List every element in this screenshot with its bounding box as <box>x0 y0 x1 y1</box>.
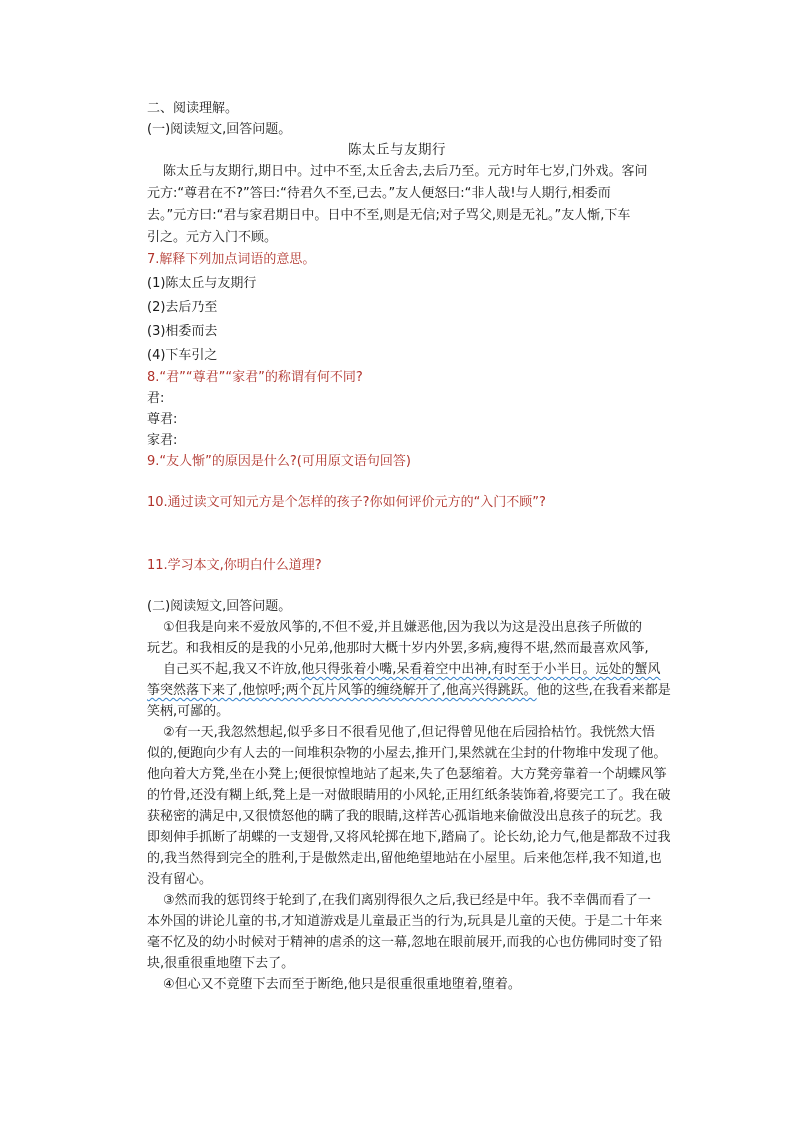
part2-heading: (二)阅读短文,回答问题。 <box>147 599 292 614</box>
question-8: 8.“君”“尊君”“家君”的称谓有何不同? <box>147 370 363 385</box>
question-11: 11.学习本文,你明白什么道理? <box>147 558 322 573</box>
q7-item: (4)下车引之 <box>147 348 218 363</box>
passage2-line: ④但心又不竟堕下去而至于断绝,他只是很重很重地堕着,堕着。 <box>163 977 521 992</box>
underlined-sentence: 他只得张着小嘴,呆看着空中出神,有时至于小半日。 <box>301 662 596 677</box>
q8-answer-label: 家君: <box>147 433 178 448</box>
passage2-line: 笑柄,可鄙的。 <box>147 704 230 719</box>
q7-item: (1)陈太丘与友期行 <box>147 276 257 291</box>
passage2-line: 玩艺。和我相反的是我的小兄弟,他那时大概十岁内外罢,多病,瘦得不堪,然而最喜欢风筝, <box>147 641 649 656</box>
question-10: 10.通过读文可知元方是个怎样的孩子?你如何评价元方的“入门不顾”? <box>147 495 546 510</box>
passage2-line: ①但我是向来不爱放风筝的,不但不爱,并且嫌恶他,因为我以为这是没出息孩子所做的 <box>163 620 643 635</box>
passage2-line: 的,我当然得到完全的胜利,于是傲然走出,留他绝望地站在小屋里。后来他怎样,我不知道,也 <box>147 851 662 866</box>
passage2-line: 获秘密的满足中,又很愤怒他的瞒了我的眼睛,这样苦心孤诣地来偷做没出息孩子的玩艺。我 <box>147 809 663 824</box>
part1-heading: (一)阅读短文,回答问题。 <box>147 122 292 137</box>
question-7: 7.解释下列加点词语的意思。 <box>147 252 316 267</box>
passage2-line: 他向着大方凳,坐在小凳上;便很惊惶地站了起来,失了色瑟缩着。大方凳旁靠着一个胡蝶风筝 <box>147 767 667 782</box>
passage2-line: 似的,便跑向少有人去的一间堆积杂物的小屋去,推开门,果然就在尘封的什物堆中发现了他。 <box>147 746 667 761</box>
passage-line: 引之。元方入门不顾。 <box>147 230 278 245</box>
passage2-line <box>147 683 671 699</box>
passage2-line: ③然而我的惩罚终于轮到了,在我们离别得很久之后,我已经是中年。我不幸偶而看了一 <box>163 893 651 908</box>
section-heading: 二、阅读理解。 <box>147 101 239 116</box>
q8-answer-label: 尊君: <box>147 412 178 427</box>
passage2-line: ②有一天,我忽然想起,似乎多日不很看见他了,但记得曾见他在后园拾枯竹。我恍然大悟 <box>163 725 656 740</box>
passage2-line: 毫不忆及的幼小时候对于精神的虐杀的这一幕,忽地在眼前展开,而我的心也仿佛同时变了铅 <box>147 935 663 950</box>
q8-answer-label: 君: <box>147 391 165 406</box>
passage2-line: 即刻伸手抓断了胡蝶的一支翅骨,又将风轮掷在地下,踏扁了。论长幼,论力气,他是都敌不过我 <box>147 830 671 845</box>
passage-line: 去。”元方曰:“君与家君期日中。日中不至,则是无信;对子骂父,则是无礼。”友人惭,下车 <box>147 208 631 223</box>
passage2-line: 块,很重很重地堕下去了。 <box>147 956 295 971</box>
question-9: 9.“友人惭”的原因是什么?(可用原文语句回答) <box>147 454 411 469</box>
passage2-line: 本外国的讲论儿童的书,才知道游戏是儿童最正当的行为,玩具是儿童的天使。于是二十年来 <box>147 914 663 929</box>
underlined-sentence: 远处的蟹风 <box>595 662 661 677</box>
passage2-line <box>163 662 661 678</box>
q7-item: (2)去后乃至 <box>147 300 218 315</box>
plain-text: 自己买不起,我又不许放, <box>163 662 302 677</box>
plain-text: 他的这些,在我看来都是 <box>536 683 671 698</box>
passage-line: 元方:“尊君在不?”答曰:“待君久不至,已去。”友人便怒曰:“非人哉!与人期行,相委而 <box>147 186 611 201</box>
underlined-sentence: 筝突然落下来了,他惊呼;两个瓦片风筝的缠绕解开了,他高兴得跳跃。 <box>147 683 537 698</box>
q7-item: (3)相委而去 <box>147 324 218 339</box>
passage2-line: 的竹骨,还没有糊上纸,凳上是一对做眼睛用的小风轮,正用红纸条装饰着,将要完工了。我在破 <box>147 788 671 803</box>
passage2-line: 没有留心。 <box>147 872 213 887</box>
passage-title: 陈太丘与友期行 <box>348 142 446 158</box>
passage-line: 陈太丘与友期行,期日中。过中不至,太丘舍去,去后乃至。元方时年七岁,门外戏。客问 <box>163 164 648 179</box>
